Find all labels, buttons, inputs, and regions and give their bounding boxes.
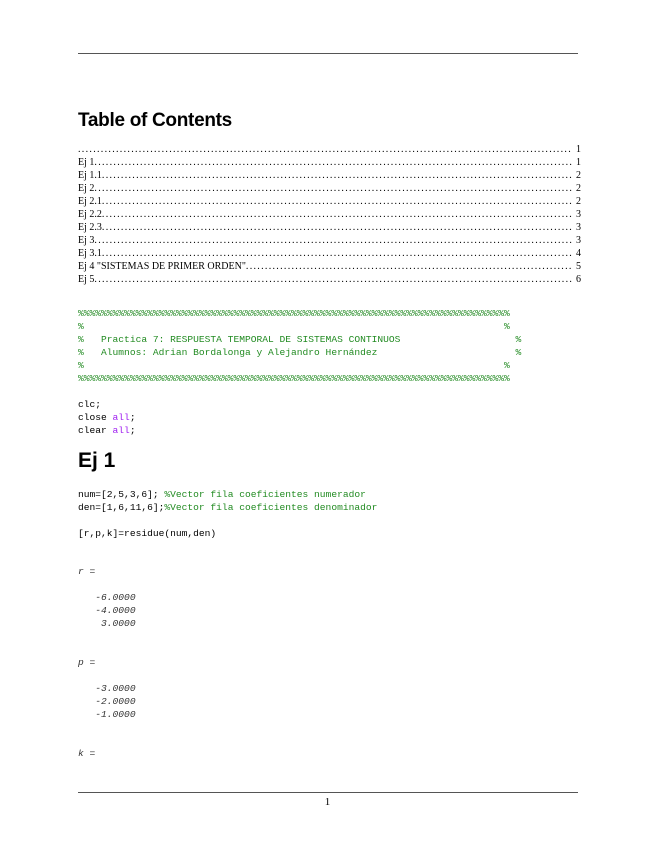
header-comment-block — [78, 307, 521, 385]
toc-entry-page: 2 — [576, 170, 581, 181]
toc-entry[interactable] — [78, 169, 581, 182]
toc-leader-dots — [102, 221, 572, 234]
residue-statement: [r,p,k]=residue(num,den) — [78, 528, 217, 539]
residue-call — [78, 527, 216, 540]
toc-entry-label: Ej 2.2 — [78, 209, 102, 220]
output-p-label: p = — [78, 657, 96, 668]
toc-leader-dots — [78, 143, 572, 156]
comment-authors: % Alumnos: Adrian Bordalonga y Alejandro Hernández % — [78, 347, 522, 358]
toc-entry-label: Ej 4 "SISTEMAS DE PRIMER ORDEN" — [78, 261, 246, 272]
toc-leader-dots — [94, 182, 572, 195]
toc-entry[interactable] — [78, 195, 581, 208]
output-r-value: -6.0000 — [78, 592, 136, 603]
toc-leader-dots — [102, 195, 572, 208]
clc-command: clc; — [78, 399, 102, 410]
comment-blank-line: % % — [78, 321, 510, 332]
page-number: 1 — [324, 796, 331, 808]
clear-argument: all — [112, 425, 130, 436]
comment-border: %%%%%%%%%%%%%%%%%%%%%%%%%%%%%%%%%%%%%%%%%%%%%%%%%%%%%%%%%%%%%%%%%%%%%%%%%%% — [78, 373, 510, 384]
output-r-label: r = — [78, 566, 96, 577]
toc-entry-label: Ej 3.1 — [78, 248, 102, 259]
num-assignment: num=[2,5,3,6]; — [78, 489, 165, 500]
output-r-value: -4.0000 — [78, 605, 136, 616]
toc-entry-page: 3 — [576, 222, 581, 233]
toc-entry[interactable] — [78, 260, 581, 273]
toc-entry[interactable] — [78, 143, 581, 156]
toc-entry[interactable] — [78, 182, 581, 195]
ej1-code-block — [78, 488, 377, 514]
comment-blank-line: % % — [78, 360, 510, 371]
toc-entry[interactable] — [78, 247, 581, 260]
toc-title: Table of Contents — [78, 110, 232, 131]
clear-command: clear — [78, 425, 113, 436]
toc-entry[interactable] — [78, 273, 581, 286]
toc-entry-page: 2 — [576, 196, 581, 207]
setup-code-block — [78, 398, 136, 437]
toc-leader-dots — [94, 234, 572, 247]
comment-practice-title: % Practica 7: RESPUESTA TEMPORAL DE SISTEMAS CONTINUOS % — [78, 334, 522, 345]
den-assignment: den=[1,6,11,6]; — [78, 502, 165, 513]
den-comment: %Vector fila coeficientes denominador — [164, 502, 378, 513]
comment-border: %%%%%%%%%%%%%%%%%%%%%%%%%%%%%%%%%%%%%%%%%%%%%%%%%%%%%%%%%%%%%%%%%%%%%%%%%%% — [78, 308, 510, 319]
section-heading-ej1: Ej 1 — [78, 449, 116, 472]
clear-terminator: ; — [129, 425, 136, 436]
toc-entry-label: Ej 1.1 — [78, 170, 102, 181]
toc-leader-dots — [94, 156, 572, 169]
close-command: close — [78, 412, 113, 423]
toc-entry-page: 6 — [576, 274, 581, 285]
toc-entry-page: 5 — [576, 261, 581, 272]
toc-leader-dots — [102, 247, 572, 260]
toc-entry-label: Ej 5 — [78, 274, 95, 285]
command-output — [78, 565, 136, 760]
output-p-value: -1.0000 — [78, 709, 136, 720]
toc-entry-label: Ej 2.3 — [78, 222, 102, 233]
output-p-value: -3.0000 — [78, 683, 136, 694]
toc-entry-page: 1 — [576, 157, 581, 168]
toc-entry[interactable] — [78, 156, 581, 169]
toc-leader-dots — [102, 208, 572, 221]
close-argument: all — [112, 412, 130, 423]
toc-entry-page: 3 — [576, 209, 581, 220]
toc-entry[interactable] — [78, 208, 581, 221]
table-of-contents — [78, 143, 581, 286]
output-k-label: k = — [78, 748, 96, 759]
toc-leader-dots — [94, 273, 572, 286]
num-comment: %Vector fila coeficientes numerador — [164, 489, 366, 500]
toc-entry[interactable] — [78, 234, 581, 247]
footer-rule — [78, 792, 578, 793]
toc-leader-dots — [102, 169, 572, 182]
toc-entry-page: 1 — [576, 144, 581, 155]
toc-entry-label: Ej 1 — [78, 157, 95, 168]
close-terminator: ; — [129, 412, 136, 423]
toc-entry-page: 3 — [576, 235, 581, 246]
toc-entry[interactable] — [78, 221, 581, 234]
output-p-value: -2.0000 — [78, 696, 136, 707]
output-r-value: 3.0000 — [78, 618, 136, 629]
toc-entry-label: Ej 2 — [78, 183, 95, 194]
toc-entry-page: 4 — [576, 248, 581, 259]
toc-entry-label: Ej 2.1 — [78, 196, 102, 207]
toc-entry-label: Ej 3 — [78, 235, 95, 246]
toc-entry-page: 2 — [576, 183, 581, 194]
toc-leader-dots — [246, 260, 572, 273]
header-rule — [78, 53, 578, 54]
